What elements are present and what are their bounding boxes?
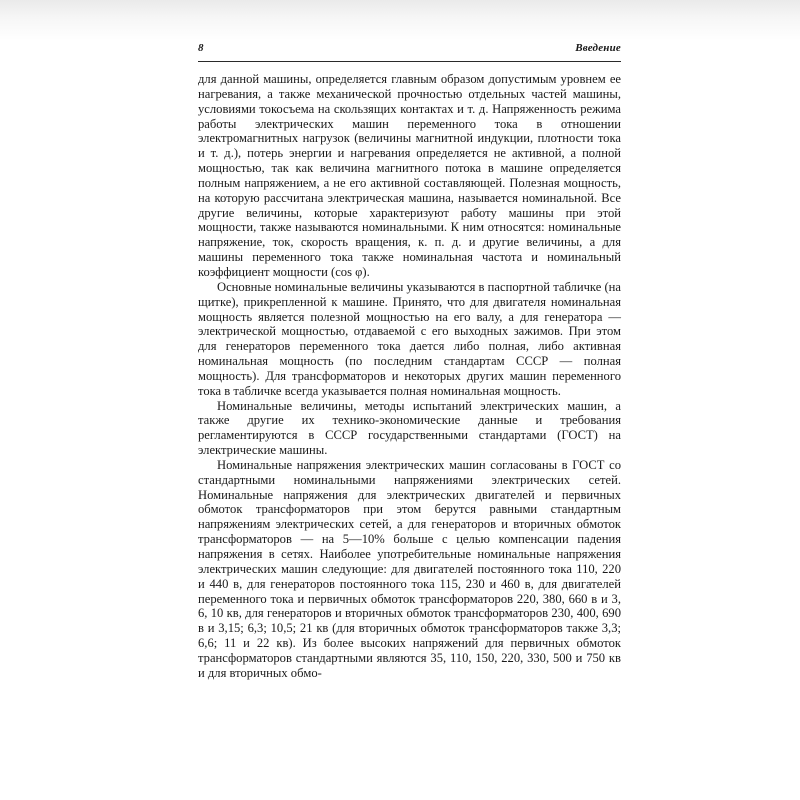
header-rule <box>198 61 621 62</box>
running-header <box>198 42 621 58</box>
paragraph-4: Номинальные напряжения электрических машин согласованы в ГОСТ со стандартными номинальными напряжениями электрических сетей. Номинальные напряжения для электрических двигателей и первичных обмоток трансформаторов при этом берутся равными стандартным напряжениям электрических сетей, а для генераторов и вторичных обмоток трансформаторов — на 5—10% больше с целью компенсации падения напряжения в сетях. Наиболее употребительные номинальные напряжения электрических машин следующие: для двигателей постоянного тока 110, 220 и 440 в, для генераторов постоянного тока 115, 230 и 460 в, для двигателей переменного тока и первичных обмоток трансформаторов 220, 380, 660 в и 3, 6, 10 кв, для генераторов и вторичных обмоток трансформаторов 230, 400, 690 в и 3,15; 6,3; 10,5; 21 кв (для вторичных обмоток трансформаторов также 3,3; 6,6; 11 и 22 кв). Из более высоких напряжений для первичных обмоток трансформаторов стандартными являются 35, 110, 150, 220, 330, 500 и 750 кв и для вторичных обмо- <box>198 457 621 680</box>
paragraph-1: для данной машины, определяется главным образом допустимым уровнем ее нагревания, а также механической прочностью отдельных частей машины, условиями токосъема на скользящих контактах и т. д. Напряженность режима работы электрических машин переменного тока в отношении электромагнитных нагрузок (величины магнитной индукции, плотности тока и т. д.), потерь энергии и нагревания определяется не активной, а полной мощностью, так как величина магнитного потока в машине определяется полным напряжением, а не его активной составляющей. Полезная мощность, на которую рассчитана электрическая машина, называется номинальной. Все другие величины, которые характеризуют работу машины при этой мощности, также называются номинальными. К ним относятся: номинальные напряжение, ток, скорость вращения, к. п. д. и другие величины, а для машины переменного тока также номинальная частота и номинальный коэффициент мощности (cos φ). <box>198 72 621 279</box>
book-page <box>198 42 621 681</box>
page-number: 8 <box>198 42 204 54</box>
body-text <box>198 72 621 681</box>
scan-shadow <box>0 0 800 40</box>
paragraph-3: Номинальные величины, методы испытаний электрических машин, а также другие их технико-экономические данные и требования регламентируются в СССР государственными стандартами (ГОСТ) на электрические машины. <box>198 398 621 458</box>
section-title: Введение <box>575 42 621 54</box>
paragraph-2: Основные номинальные величины указываются в паспортной табличке (на щитке), прикрепленной к машине. Принято, что для двигателя номинальная мощность является полезной мощностью на его валу, а для генератора — электрической мощностью, отдаваемой с его выходных зажимов. При этом для генераторов переменного тока дается либо полная, либо активная номинальная мощность (по последним стандартам СССР — полная мощность). Для трансформаторов и некоторых других машин переменного тока в табличке всегда указывается полная номинальная мощность. <box>198 279 621 398</box>
